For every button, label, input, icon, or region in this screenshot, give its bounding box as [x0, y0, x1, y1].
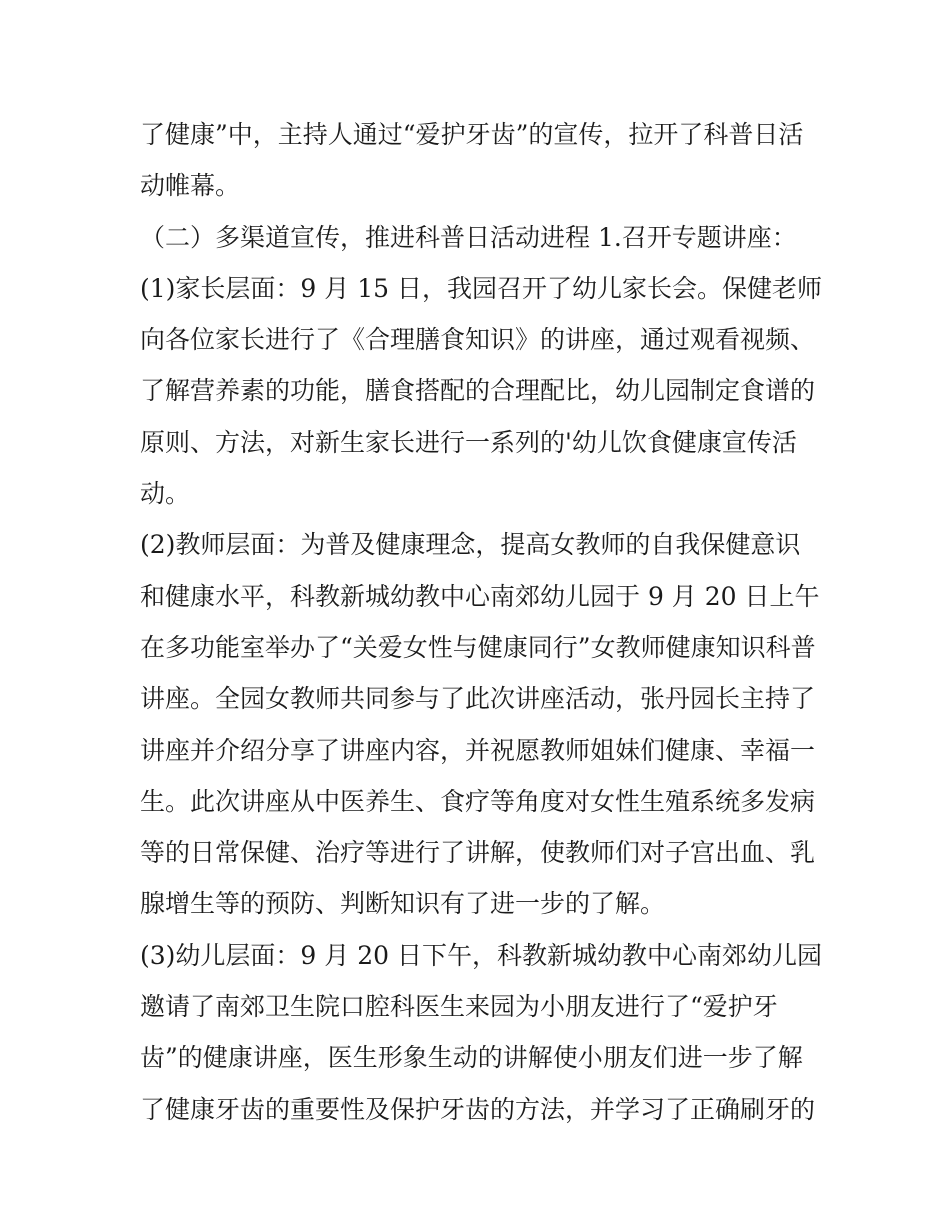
text-line: 腺增生等的预防、判断知识有了进一步的了解。	[140, 889, 666, 919]
text-line: 了健康牙齿的重要性及保护牙齿的方法，并学习了正确刷牙的	[140, 1094, 816, 1124]
body-text	[140, 109, 820, 1135]
section-heading: （二）多渠道宣传，推进科普日活动进程 1.召开专题讲座：	[140, 222, 797, 252]
text-line: 讲座并介绍分享了讲座内容，并祝愿教师姐妹们健康、幸福一	[140, 735, 816, 765]
text-line: 生。此次讲座从中医养生、食疗等角度对女性生殖系统多发病	[140, 786, 816, 816]
text-line: (1)家长层面：9 月 15 日，我园召开了幼儿家长会。保健老师	[140, 273, 822, 303]
text-line: 邀请了南郊卫生院口腔科医生来园为小朋友进行了“爱护牙	[140, 992, 778, 1022]
text-line: 动帷幕。	[140, 171, 241, 201]
text-line: 等的日常保健、治疗等进行了讲解，使教师们对子宫出血、乳	[140, 838, 816, 868]
text-line: 在多功能室举办了“关爱女性与健康同行”女教师健康知识科普	[140, 632, 816, 662]
text-line: 讲座。全园女教师共同参与了此次讲座活动，张丹园长主持了	[140, 684, 816, 714]
text-line: 了解营养素的功能，膳食搭配的合理配比，幼儿园制定食谱的	[140, 376, 816, 406]
text-line: 了健康”中，主持人通过“爱护牙齿”的宣传，拉开了科普日活	[140, 120, 804, 149]
text-line: 动。	[140, 479, 191, 509]
text-line: 向各位家长进行了《合理膳食知识》的讲座，通过观看视频、	[140, 325, 816, 355]
text-line: (2)教师层面：为普及健康理念，提高女教师的自我保健意识	[140, 530, 801, 560]
text-line: (3)幼儿层面：9 月 20 日下午，科教新城幼教中心南郊幼儿园	[140, 940, 822, 970]
text-line: 和健康水平，科教新城幼教中心南郊幼儿园于 9 月 20 日上午	[140, 581, 820, 611]
text-line: 齿”的健康讲座，医生形象生动的讲解使小朋友们进一步了解	[140, 1043, 803, 1073]
text-line: 原则、方法，对新生家长进行一系列的'幼儿饮食健康宣传活	[140, 427, 797, 457]
